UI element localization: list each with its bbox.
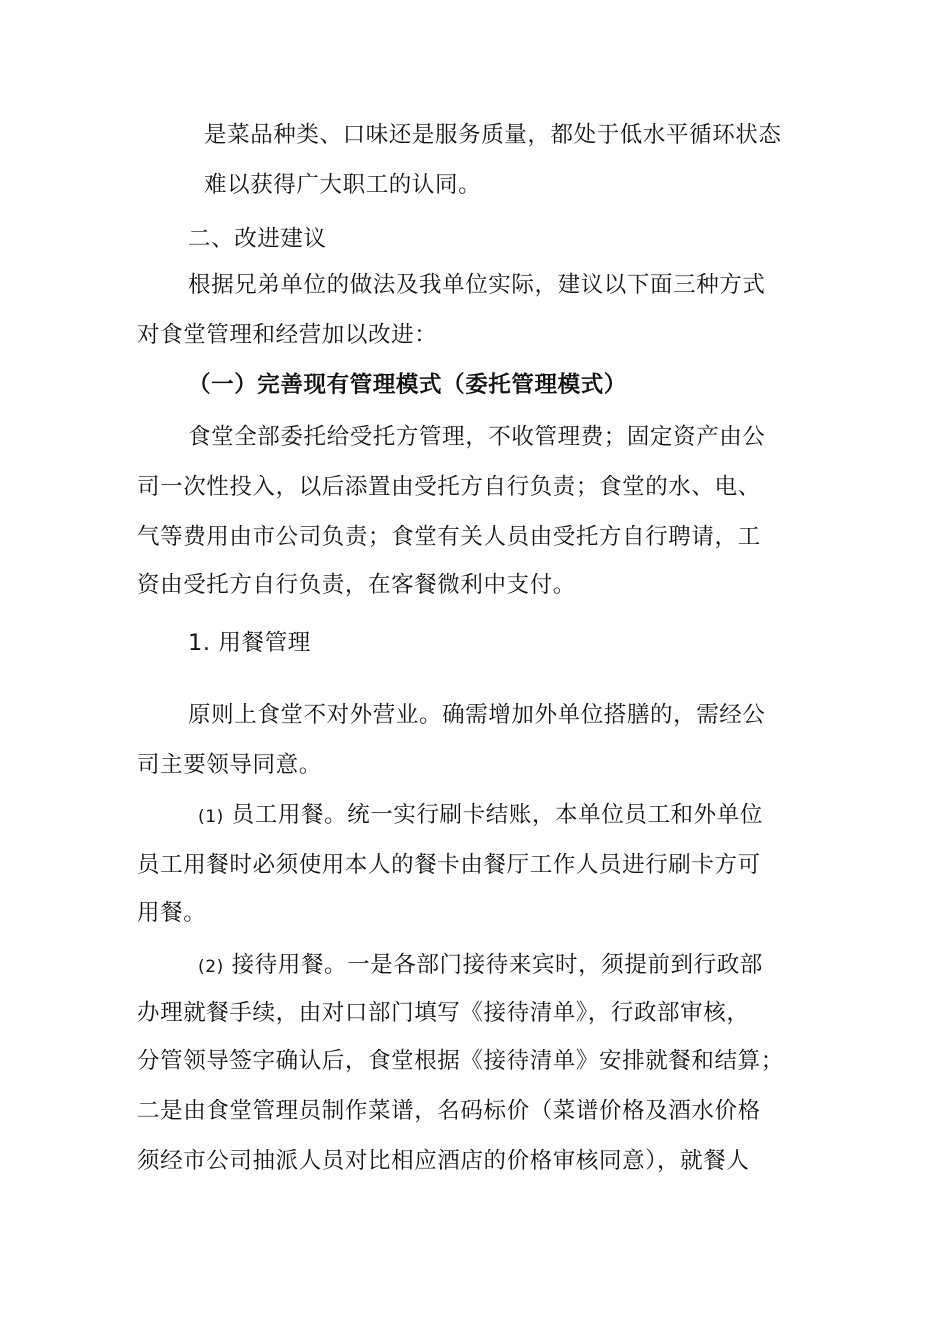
- paragraph-line: 对食堂管理和经营加以改进：: [137, 322, 438, 348]
- subsection-heading: （一）完善现有管理模式（委托管理模式）: [188, 372, 627, 398]
- paragraph-line: 是菜品种类、口味还是服务质量，都处于低水平循环状态: [204, 122, 782, 148]
- numbered-heading: 1. 用餐管理: [188, 630, 311, 656]
- paragraph-line: 员工用餐时必须使用本人的餐卡由餐厅工作人员进行刷卡方可: [137, 852, 761, 878]
- paragraph-line: 分管领导签字确认后，食堂根据《接待清单》安排就餐和结算；: [137, 1048, 784, 1074]
- item-marker: (1): [198, 807, 224, 827]
- paragraph-line: 办理就餐手续，由对口部门填写《接待清单》，行政部审核，: [137, 1000, 750, 1026]
- paragraph-line: 二是由食堂管理员制作菜谱，名码标价（菜谱价格及酒水价格: [137, 1098, 761, 1124]
- paragraph-line: 气等费用由市公司负责；食堂有关人员由受托方自行聘请，工: [137, 524, 761, 550]
- paragraph-line: 司主要领导同意。: [137, 752, 322, 778]
- item-marker: (2): [198, 957, 224, 977]
- item-text: 员工用餐。统一实行刷卡结账，本单位员工和外单位: [231, 802, 763, 828]
- paragraph-line: 根据兄弟单位的做法及我单位实际，建议以下面三种方式: [188, 272, 766, 298]
- paragraph-line: 须经市公司抽派人员对比相应酒店的价格审核同意），就餐人: [137, 1148, 750, 1174]
- section-heading: 二、改进建议: [188, 226, 327, 252]
- list-item-line: [198, 800, 763, 832]
- item-text: 接待用餐。一是各部门接待来宾时，须提前到行政部: [231, 952, 763, 978]
- paragraph-line: 用餐。: [137, 900, 207, 926]
- paragraph-line: 司一次性投入，以后添置由受托方自行负责；食堂的水、电、: [137, 474, 761, 500]
- paragraph-line: 原则上食堂不对外营业。确需增加外单位搭膳的，需经公: [188, 702, 766, 728]
- list-item-line: [198, 950, 763, 982]
- paragraph-line: 资由受托方自行负责，在客餐微利中支付。: [137, 572, 576, 598]
- paragraph-line: 食堂全部委托给受托方管理，不收管理费；固定资产由公: [188, 424, 766, 450]
- paragraph-line: 难以获得广大职工的认同。: [204, 172, 482, 198]
